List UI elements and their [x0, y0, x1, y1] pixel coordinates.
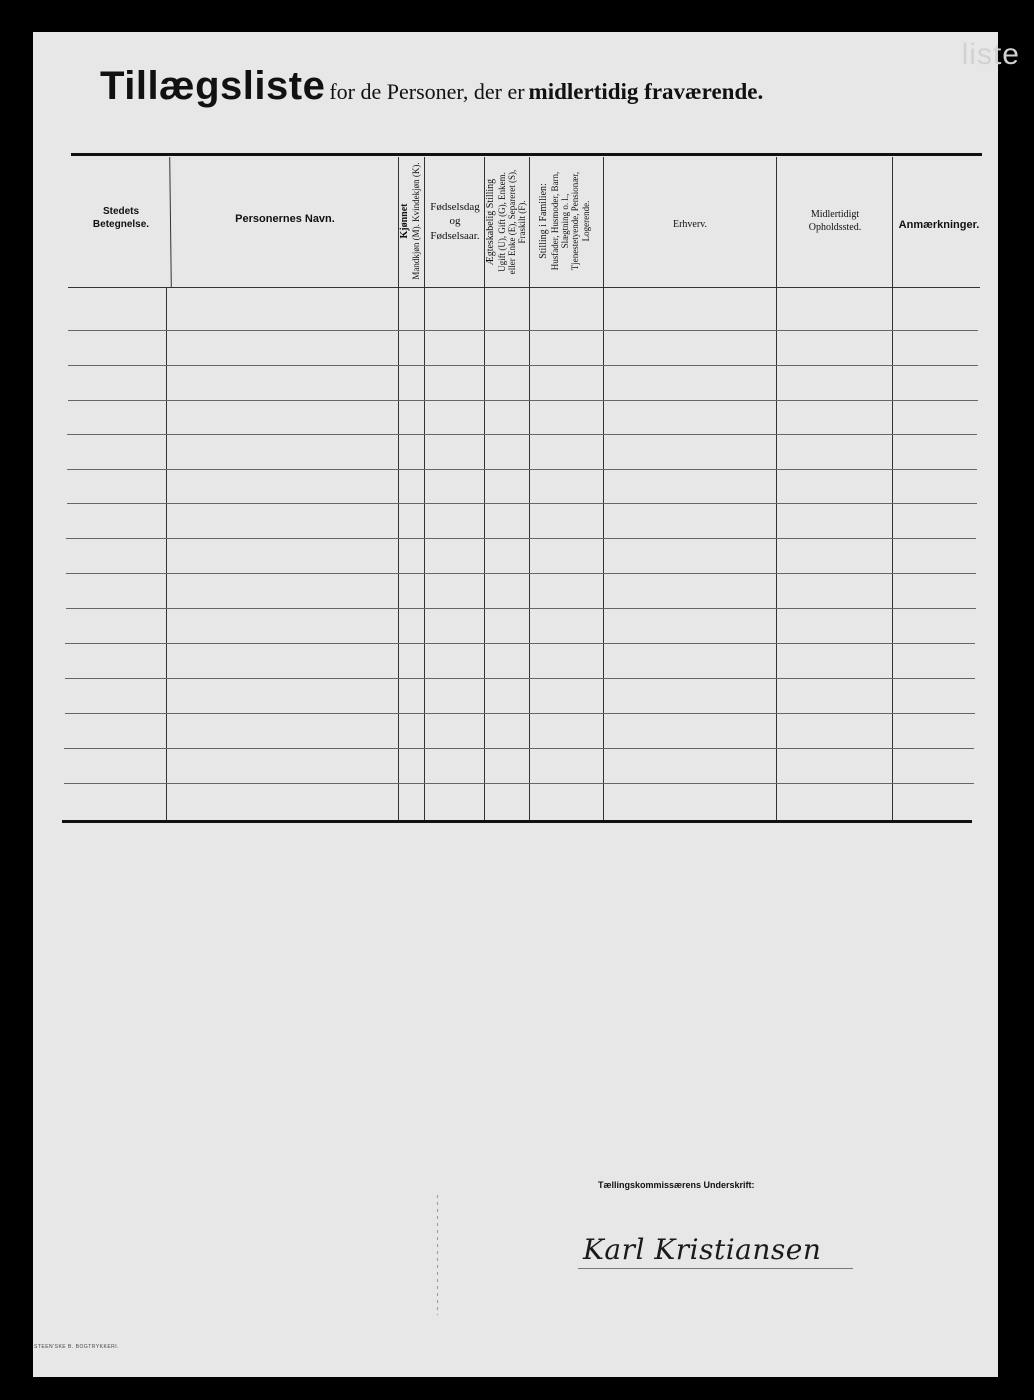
title-mid: for de Personer, der er	[329, 79, 525, 104]
table-row	[64, 783, 974, 784]
title-main: Tillægsliste	[100, 64, 326, 108]
table-bottom-rule	[62, 820, 972, 823]
table-row	[64, 748, 974, 749]
table-row	[68, 330, 978, 331]
column-divider	[892, 157, 893, 820]
column-divider	[776, 157, 777, 820]
table-top-rule	[71, 153, 982, 156]
header-stedets: Stedets Betegnelse.	[92, 206, 150, 230]
table-row	[68, 365, 978, 366]
header-fodsel: Fødselsdag og Fødselsaar.	[430, 201, 480, 242]
header-kjonnet: Kjønnet Mandkjøn (M). Kvindekjøn (K).	[399, 162, 421, 280]
table-row	[67, 469, 977, 470]
table-row	[66, 538, 976, 539]
table-row	[65, 643, 975, 644]
edge-text: liste	[961, 38, 1020, 71]
header-familie: Stilling i Familien: Husfader, Husmoder, Barn, Slægtning o. l., Tjenestetyende, Pensionær, Logerende.	[538, 171, 591, 271]
header-ophold: Midlertidigt Opholdssted.	[808, 209, 862, 233]
table-row	[67, 503, 977, 504]
table-row	[66, 573, 976, 574]
header-anmaerkninger: Anmærkninger.	[898, 219, 980, 231]
signature-label: Tællingskommissærens Underskrift:	[598, 1180, 755, 1190]
column-divider	[424, 157, 425, 820]
signature: Karl Kristiansen	[583, 1233, 822, 1266]
table-row	[65, 678, 975, 679]
column-divider	[166, 287, 167, 820]
header-erhverv: Erhverv.	[672, 219, 708, 230]
table-row	[66, 608, 976, 609]
printer-imprint: STEEN'SKE B. BOGTRYKKERI.	[34, 1344, 120, 1350]
header-navn: Personernes Navn.	[235, 213, 335, 225]
signature-line	[578, 1268, 853, 1269]
column-divider	[603, 157, 604, 820]
table-row	[67, 434, 977, 435]
title-bold: midlertidig fraværende.	[528, 79, 764, 104]
page-title	[100, 64, 763, 109]
header-aegteskab: Ægteskabelig Stilling Ugift (U), Gift (G), Enkem. eller Enke (E), Separeret (S), Fraskilt (F).	[485, 169, 528, 275]
fold-mark	[437, 1195, 438, 1315]
header-bottom-rule	[68, 287, 980, 288]
table-row	[65, 713, 975, 714]
table-row	[68, 400, 978, 401]
